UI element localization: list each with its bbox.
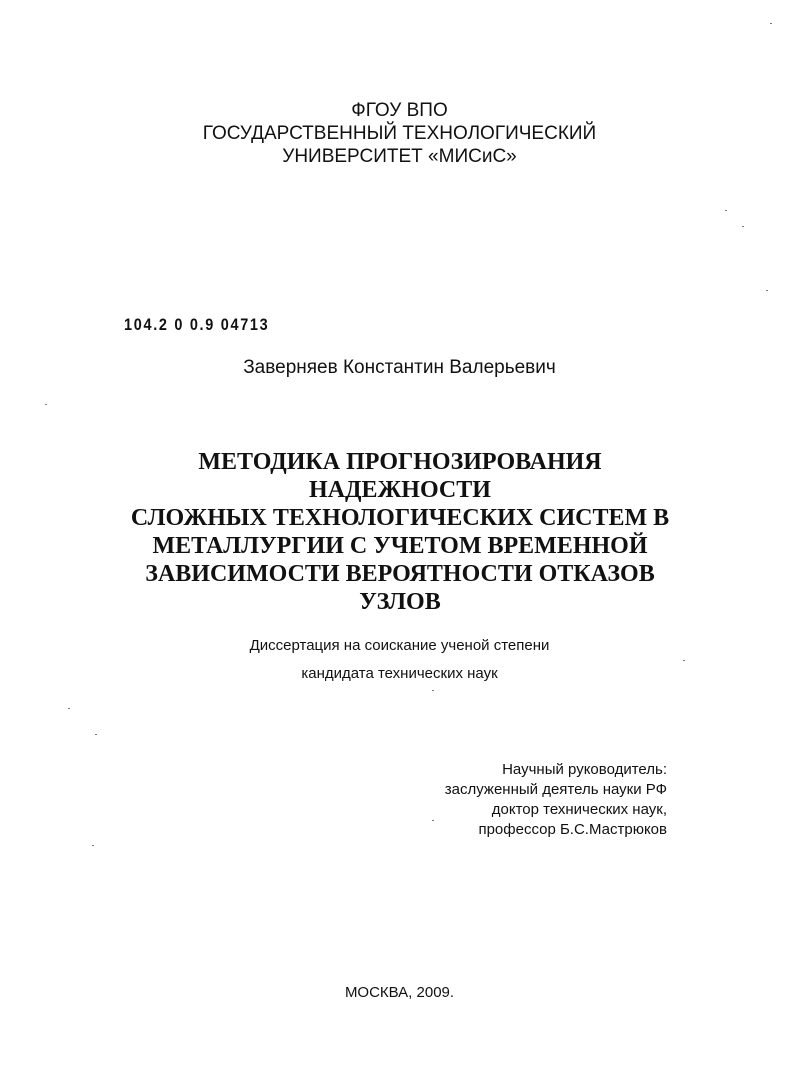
city-year: МОСКВА, 2009. [344, 984, 455, 1001]
advisor-line-1: Научный руководитель: [502, 761, 667, 778]
dissertation-title [110, 448, 690, 616]
header-line-1: ФГОУ ВПО [351, 100, 448, 121]
header-line-3: УНИВЕРСИТЕТ «МИСиС» [282, 146, 517, 167]
degree-line-2: кандидата технических наук [301, 665, 498, 682]
advisor-line-2: заслуженный деятель науки РФ [444, 781, 667, 798]
scan-speck [68, 708, 70, 709]
institution-header [0, 99, 799, 168]
title-line-4: ЗАВИСИМОСТИ ВЕРОЯТНОСТИ ОТКАЗОВ УЗЛОВ [145, 561, 655, 615]
scan-speck [432, 690, 434, 691]
archive-number: 104.2 0 0.9 04713 [124, 315, 270, 334]
advisor-line-3: доктор технических наук, [491, 801, 667, 818]
scan-speck [432, 820, 434, 821]
scan-speck [45, 404, 47, 405]
scan-speck [770, 23, 772, 24]
header-line-2: ГОСУДАРСТВЕННЫЙ ТЕХНОЛОГИЧЕСКИЙ [202, 123, 597, 144]
scan-speck [742, 226, 744, 227]
scan-speck [92, 845, 94, 846]
degree-line-1: Диссертация на соискание ученой степени [249, 637, 550, 654]
scan-speck [766, 290, 768, 291]
scan-speck [725, 210, 727, 211]
scan-speck [95, 734, 97, 735]
title-line-3: МЕТАЛЛУРГИИ С УЧЕТОМ ВРЕМЕННОЙ [152, 533, 648, 559]
title-line-2: СЛОЖНЫХ ТЕХНОЛОГИЧЕСКИХ СИСТЕМ В [130, 505, 670, 531]
degree-statement [0, 632, 799, 688]
author-name: Заверняев Константин Валерьевич [243, 357, 556, 378]
scientific-advisor [445, 760, 667, 840]
scan-speck [683, 660, 685, 661]
advisor-line-4: профессор Б.С.Мастрюков [478, 821, 667, 838]
title-line-1: МЕТОДИКА ПРОГНОЗИРОВАНИЯ НАДЕЖНОСТИ [198, 449, 602, 503]
